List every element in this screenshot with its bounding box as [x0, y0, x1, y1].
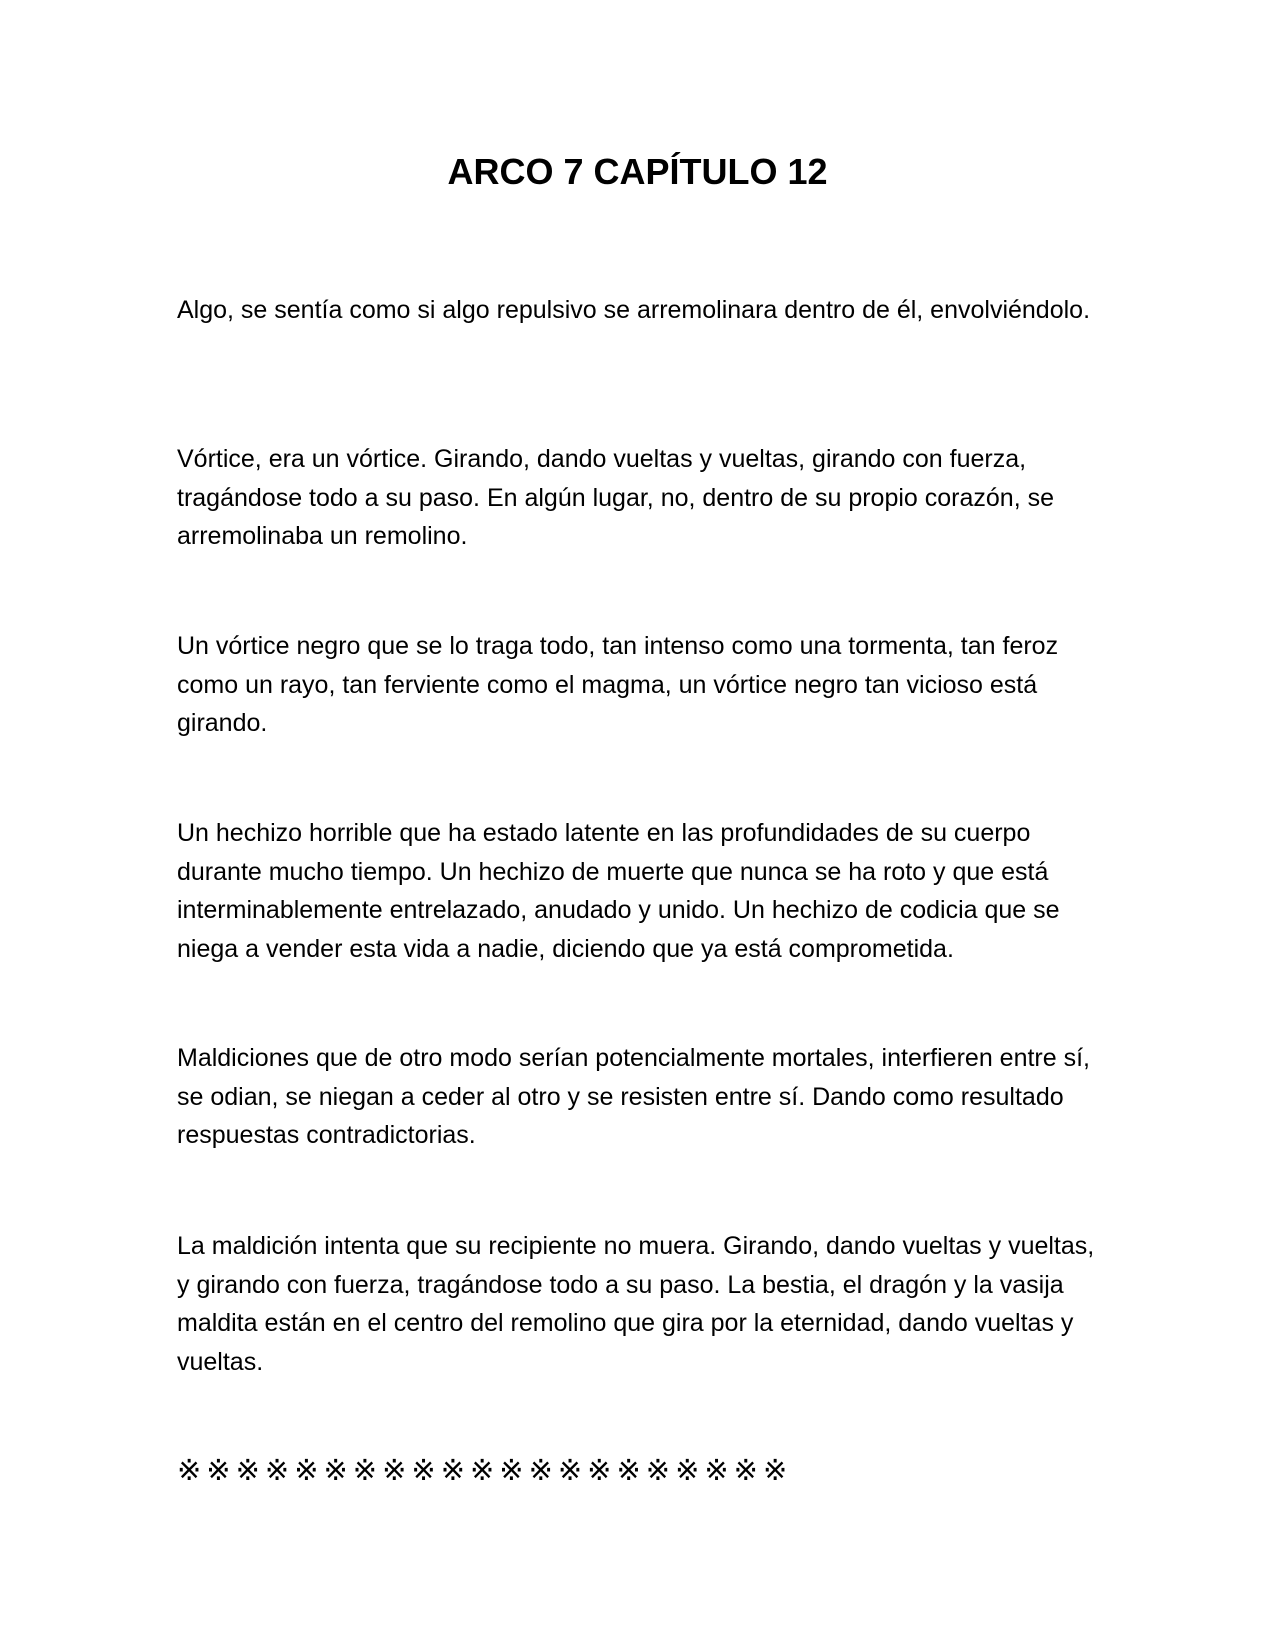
paragraph-3: Un vórtice negro que se lo traga todo, tan intenso como una tormenta, tan feroz como un rayo, tan ferviente como el magma, un vórtice negro tan vicioso está girando.	[177, 632, 1059, 737]
paragraph-4: Un hechizo horrible que ha estado latente en las profundidades de su cuerpo durante mucho tiempo. Un hechizo de muerte que nunca se ha roto y que está interminablemente entrelazado, anudado y unido. Un hechizo de codicia que se niega a vender esta vida a nadie, diciendo que ya está comprometida.	[177, 819, 1060, 963]
paragraph-2: Vórtice, era un vórtice. Girando, dando vueltas y vueltas, girando con fuerza, tragándose todo a su paso. En algún lugar, no, dentro de su propio corazón, se arremolinaba un remolino.	[177, 445, 1055, 550]
paragraph-5: Maldiciones que de otro modo serían potencialmente mortales, interfieren entre sí, se odian, se niegan a ceder al otro y se resisten entre sí. Dando como resultado respuestas contradictorias.	[177, 1044, 1090, 1149]
paragraph-1: Algo, se sentía como si algo repulsivo se arremolinara dentro de él, envolviéndolo.	[177, 296, 1091, 324]
paragraph-6: La maldición intenta que su recipiente no muera. Girando, dando vueltas y vueltas, y girando con fuerza, tragándose todo a su paso. La bestia, el dragón y la vasija maldita están en el centro del remolino que gira por la eternidad, dando vueltas y vueltas.	[177, 1232, 1095, 1376]
chapter-title: ARCO 7 CAPÍTULO 12	[447, 151, 828, 192]
section-separator: ※※※※※※※※※※※※※※※※※※※※※	[177, 1453, 793, 1487]
